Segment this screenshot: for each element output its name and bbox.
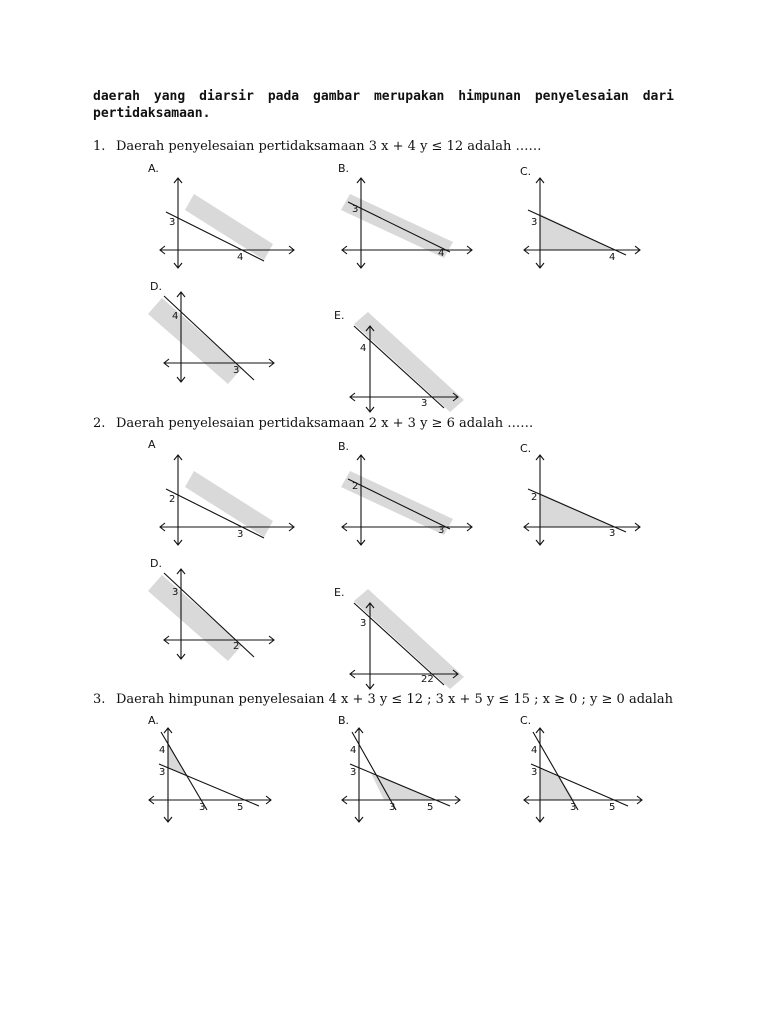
option-label: C. [520, 165, 532, 178]
question-3 [93, 692, 673, 707]
question-1 [93, 139, 542, 154]
boundary-line [348, 479, 450, 529]
tick-label: 5 [609, 802, 616, 813]
question-suffix: adalah …… [467, 139, 542, 154]
option-label: C. [520, 442, 532, 455]
option-label: E. [334, 309, 345, 322]
tick-label: 3 [389, 802, 396, 813]
tick-label: 4 [159, 745, 166, 756]
option-label: E. [334, 586, 345, 599]
shaded-region [540, 493, 616, 527]
tick-label: 3 [233, 365, 240, 376]
question-suffix: adalah [628, 692, 674, 707]
option-label: B. [338, 440, 350, 453]
option-label: D. [150, 280, 162, 293]
tick-label: 4 [350, 745, 357, 756]
question-2 [93, 416, 533, 431]
tick-label: 2 [233, 641, 240, 652]
tick-label: 3 [172, 587, 179, 598]
option-label: A [148, 438, 156, 451]
intro-paragraph: daerah yang diarsir pada gambar merupakan himpunan penyelesaian dari pertidaksamaan. [93, 89, 674, 121]
tick-label: 3 [350, 767, 357, 778]
tick-label: 4 [237, 252, 244, 263]
question-suffix: adalah …… [459, 416, 534, 431]
tick-label: 2 [352, 481, 359, 492]
tick-label: 2 [531, 492, 538, 503]
boundary-line [348, 202, 450, 252]
tick-label: 3 [570, 802, 577, 813]
tick-label: 4 [438, 248, 445, 259]
graph-q1-option-b [338, 172, 498, 276]
tick-label: 3 [531, 767, 538, 778]
graph-q3-option-b [338, 724, 468, 824]
question-number: 2. [93, 416, 106, 431]
graph-q1-option-d [140, 288, 290, 388]
boundary-line [354, 603, 444, 685]
graph-q2-option-b [338, 449, 498, 553]
tick-label: 3 [360, 618, 367, 629]
tick-label: 4 [360, 343, 367, 354]
graph-q2-option-a [148, 449, 308, 553]
tick-label: 3 [169, 217, 176, 228]
option-label: A. [148, 162, 159, 175]
tick-label: 3 [609, 528, 616, 539]
tick-label: 22 [421, 674, 434, 685]
tick-label: 3 [237, 529, 244, 540]
question-inequality: 3 x + 4 y ≤ 12 [368, 139, 464, 154]
graph-q1-option-c [520, 172, 660, 276]
question-number: 1. [93, 139, 106, 154]
option-label: C. [520, 714, 532, 727]
graph-q2-option-d [140, 565, 290, 665]
option-label: A. [148, 714, 159, 727]
tick-label: 3 [421, 398, 428, 409]
option-label: B. [338, 714, 350, 727]
tick-label: 3 [159, 767, 166, 778]
option-label: B. [338, 162, 350, 175]
graph-q1-option-e [340, 312, 470, 416]
question-inequality: 2 x + 3 y ≥ 6 [368, 416, 455, 431]
graph-q3-option-a [145, 724, 275, 824]
tick-label: 4 [531, 745, 538, 756]
option-label: D. [150, 557, 162, 570]
tick-label: 3 [352, 204, 359, 215]
graph-q2-option-e [340, 589, 470, 693]
question-text: Daerah penyelesaian pertidaksamaan [116, 416, 365, 431]
tick-label: 3 [531, 217, 538, 228]
graph-q3-option-c [520, 724, 650, 824]
tick-label: 2 [169, 494, 176, 505]
question-inequality: 4 x + 3 y ≤ 12 ; 3 x + 5 y ≤ 15 ; x ≥ 0 ; y ≥ 0 [328, 692, 625, 707]
tick-label: 3 [199, 802, 206, 813]
tick-label: 3 [438, 525, 445, 536]
graph-q1-option-a [148, 172, 308, 276]
tick-label: 4 [172, 311, 179, 322]
boundary-line [354, 326, 444, 408]
tick-label: 5 [237, 802, 244, 813]
shaded-region [148, 575, 242, 661]
question-text: Daerah penyelesaian pertidaksamaan [116, 139, 365, 154]
shaded-region [148, 298, 242, 384]
tick-label: 4 [609, 252, 616, 263]
graph-q2-option-c [520, 449, 660, 553]
question-text: Daerah himpunan penyelesaian [116, 692, 325, 707]
tick-label: 5 [427, 802, 434, 813]
question-number: 3. [93, 692, 106, 707]
